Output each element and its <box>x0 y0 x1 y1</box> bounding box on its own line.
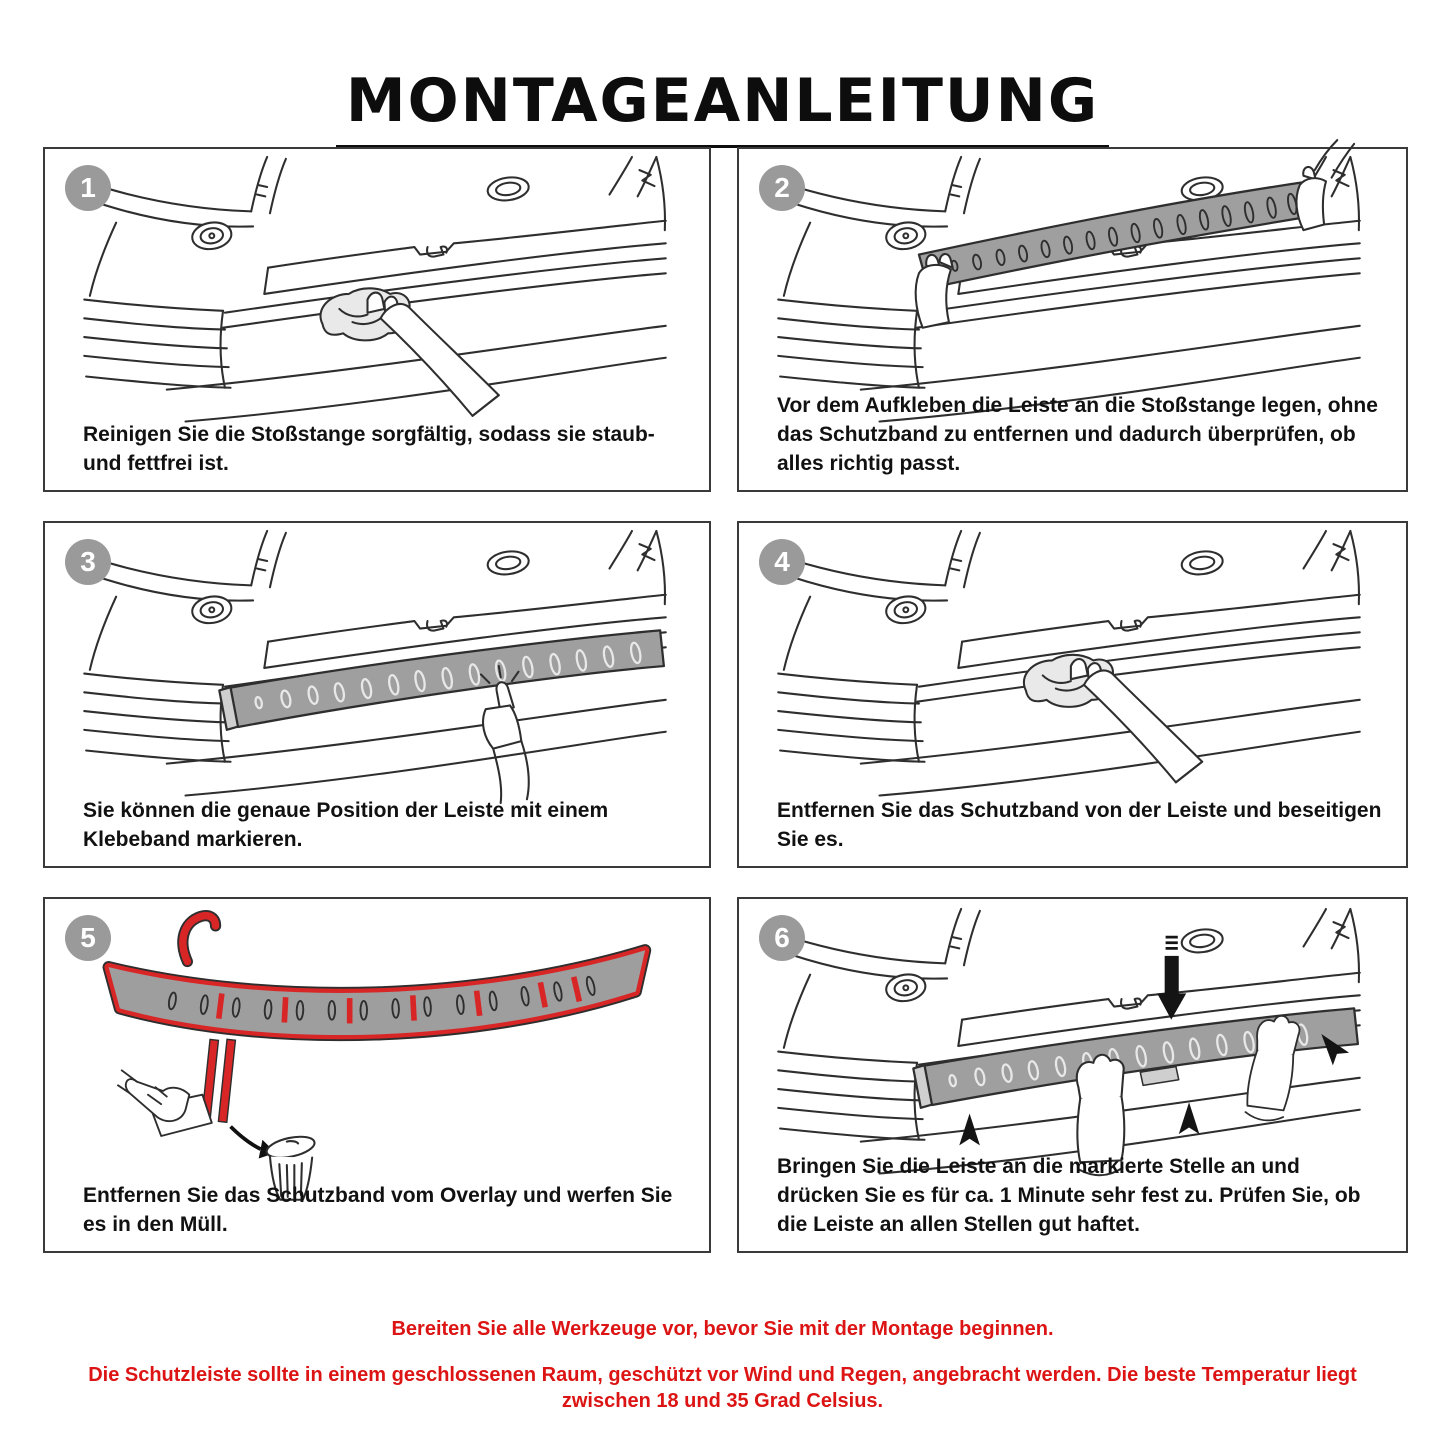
page-title: MONTAGEANLEITUNG <box>336 70 1109 148</box>
step-panel-5 <box>43 897 711 1253</box>
press-arrow-down <box>1157 937 1186 1020</box>
car-rear-wiping-illustration <box>67 157 683 429</box>
overlay-strip-with-red-tape <box>109 916 645 1035</box>
step-number-badge <box>65 539 111 585</box>
caption-line: Reinigen Sie die Stoßstange sorgfältig, sodass sie staub- <box>83 423 655 446</box>
step-caption <box>83 420 655 478</box>
step-caption <box>83 796 608 854</box>
step-number: 6 <box>774 922 790 953</box>
caption-line: und fettfrei ist. <box>83 452 229 475</box>
caption-line: die Leiste an allen Stellen gut haftet. <box>777 1213 1140 1236</box>
step-number-badge <box>759 539 805 585</box>
caption-line: Klebeband markieren. <box>83 828 303 851</box>
step-number-badge <box>759 915 805 961</box>
step-caption <box>83 1181 672 1239</box>
step-number-badge <box>65 915 111 961</box>
step-panel-2 <box>737 147 1408 492</box>
caption-line: alles richtig passt. <box>777 452 961 475</box>
caption-line: es in den Müll. <box>83 1213 228 1236</box>
car-rear-strip-held-illustration <box>761 157 1377 429</box>
step-panel-4 <box>737 521 1408 868</box>
caption-line: Entfernen Sie das Schutzband vom Overlay und werfen Sie <box>83 1184 673 1207</box>
step-number: 5 <box>80 922 96 953</box>
step-number: 4 <box>774 546 790 577</box>
caption-line: Entfernen Sie das Schutzband von der Leiste und beseitigen <box>777 799 1382 822</box>
caption-line: Vor dem Aufkleben die Leiste an die Stoßstange legen, ohne <box>777 394 1378 417</box>
caption-line: Sie können die genaue Position der Leiste mit einem <box>83 799 609 822</box>
peel-and-discard-scene <box>118 1038 316 1200</box>
throw-arrow <box>231 1127 261 1150</box>
strip-with-red-tape-illustration <box>67 909 683 1181</box>
step-number: 2 <box>774 172 790 203</box>
step-number: 1 <box>80 172 96 203</box>
protector-strip <box>219 630 664 729</box>
caption-line: Bringen Sie die Leiste an die markierte Stelle an und <box>777 1155 1300 1178</box>
step-caption <box>777 391 1378 478</box>
car-rear-strip-positioned-illustration <box>67 531 683 803</box>
footer-warning-line1: Bereiten Sie alle Werkzeuge vor, bevor Sie mit der Montage beginnen. <box>391 1318 1054 1340</box>
step-number-badge <box>759 165 805 211</box>
caption-line: drücken Sie es für ca. 1 Minute sehr fest zu. Prüfen Sie, ob <box>777 1184 1361 1207</box>
car-rear-removing-tape-illustration <box>761 531 1377 803</box>
caption-line: Sie es. <box>777 828 844 851</box>
protector-strip <box>919 181 1319 288</box>
car-rear-pressing-strip-illustration <box>761 909 1377 1181</box>
step-caption <box>777 1152 1361 1239</box>
step-panel-3 <box>43 521 711 868</box>
step-number: 3 <box>80 546 96 577</box>
step-number-badge <box>65 165 111 211</box>
press-arrow-up-center <box>1179 1102 1200 1134</box>
step-caption <box>777 796 1381 854</box>
peeling-hand <box>118 1070 212 1136</box>
step-panel-1 <box>43 147 711 492</box>
step-panel-6 <box>737 897 1408 1253</box>
footer-warning-line2: Die Schutzleiste sollte in einem geschlossenen Raum, geschützt vor Wind und Regen, angebracht werden. Die beste Temperatur liegt zwischen 18 und 35 Grad Celsius. <box>88 1364 1357 1412</box>
caption-line: das Schutzband zu entfernen und dadurch überprüfen, ob <box>777 423 1356 446</box>
